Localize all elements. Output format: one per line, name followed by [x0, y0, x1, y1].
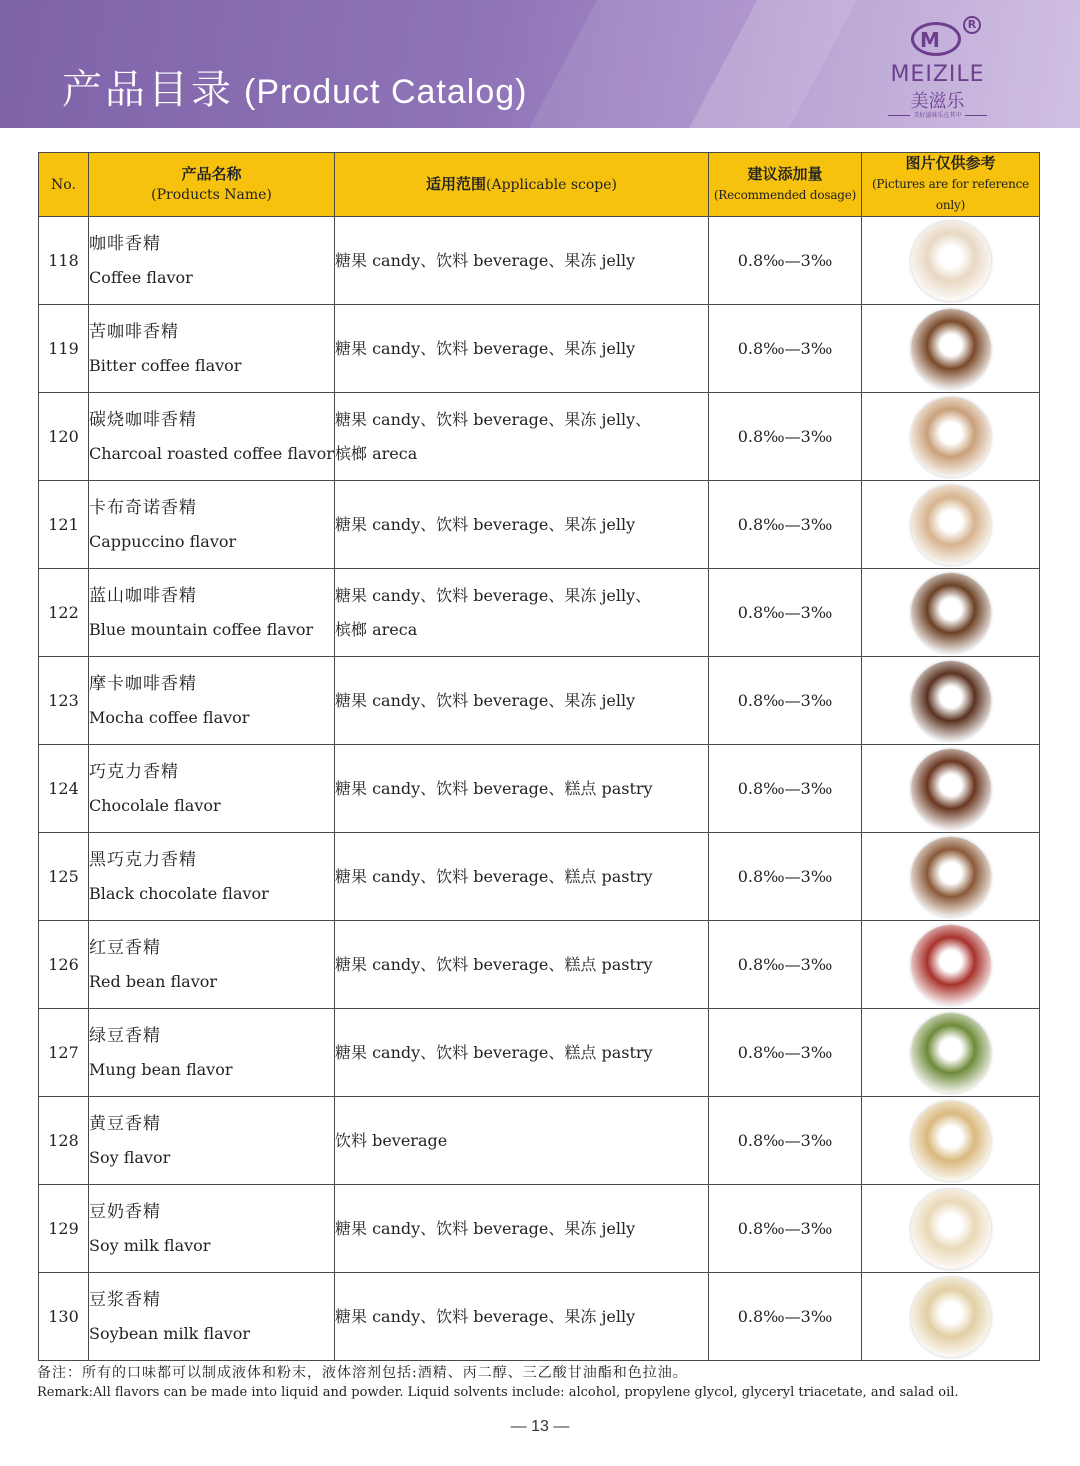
product-name-en: Red bean flavor — [89, 971, 218, 991]
product-name-zh: 卡布奇诺香精 — [89, 497, 197, 518]
product-name-en: Soy flavor — [89, 1147, 171, 1167]
header-applicable-scope: 适用范围(Applicable scope) — [335, 153, 709, 217]
reference-picture-cell — [862, 657, 1040, 745]
logo-tagline: 美好滋味乐在其中 — [875, 110, 1000, 119]
recommended-dosage: 0.8‰—3‰ — [709, 1097, 862, 1185]
applicable-scope — [335, 393, 709, 481]
product-name — [89, 1097, 335, 1185]
applicable-scope — [335, 1097, 709, 1185]
soybean-milk-image — [911, 1277, 991, 1357]
reference-picture-cell — [862, 217, 1040, 305]
page-title — [62, 58, 527, 115]
bitter-coffee-image — [911, 309, 991, 389]
table-row — [39, 305, 1040, 393]
mocha-image — [911, 661, 991, 741]
mung-bean-image — [911, 1013, 991, 1093]
reference-picture-cell — [862, 393, 1040, 481]
product-name-en: Cappuccino flavor — [89, 531, 237, 551]
soy-milk-image — [911, 1189, 991, 1269]
remark-en: Remark:All flavors can be made into liquid and powder. Liquid solvents include: alcohol, propylene glycol, glyceryl triacetate, and salad oil. — [37, 1385, 959, 1400]
reference-picture-cell — [862, 1185, 1040, 1273]
product-name-zh: 黑巧克力香精 — [89, 849, 197, 870]
applicable-scope — [335, 217, 709, 305]
logo-text-zh: 美滋乐 — [910, 91, 965, 112]
table-row — [39, 921, 1040, 1009]
recommended-dosage: 0.8‰—3‰ — [709, 481, 862, 569]
header-recommended-dosage: 建议添加量 (Recommended dosage) — [709, 153, 862, 217]
product-name-en: Chocolale flavor — [89, 795, 221, 815]
recommended-dosage: 0.8‰—3‰ — [709, 833, 862, 921]
product-number: 118 — [39, 217, 89, 305]
recommended-dosage: 0.8‰—3‰ — [709, 569, 862, 657]
reference-picture-cell — [862, 481, 1040, 569]
recommended-dosage: 0.8‰—3‰ — [709, 305, 862, 393]
product-number: 129 — [39, 1185, 89, 1273]
header-product-name: 产品名称 (Products Name) — [89, 153, 335, 217]
reference-picture-cell — [862, 921, 1040, 1009]
scope-line-2: 槟榔 areca — [335, 619, 418, 639]
recommended-dosage: 0.8‰—3‰ — [709, 921, 862, 1009]
page-title-zh: 产品目录 — [62, 67, 234, 113]
cappuccino-image — [911, 485, 991, 565]
logo-mark-icon: M — [911, 22, 961, 56]
product-name — [89, 921, 335, 1009]
product-name-en: Soybean milk flavor — [89, 1323, 250, 1343]
recommended-dosage: 0.8‰—3‰ — [709, 1185, 862, 1273]
table-row — [39, 1273, 1040, 1361]
applicable-scope — [335, 745, 709, 833]
product-name-zh: 黄豆香精 — [89, 1113, 161, 1134]
brand-logo — [875, 16, 1000, 122]
scope-line-1: 糖果 candy、饮料 beverage、果冻 jelly — [335, 338, 636, 358]
product-name — [89, 393, 335, 481]
product-number: 130 — [39, 1273, 89, 1361]
product-number: 121 — [39, 481, 89, 569]
product-name — [89, 1185, 335, 1273]
product-number: 119 — [39, 305, 89, 393]
scope-line-1: 糖果 candy、饮料 beverage、糕点 pastry — [335, 954, 653, 974]
product-name-zh: 蓝山咖啡香精 — [89, 585, 197, 606]
page-title-en: (Product Catalog) — [244, 73, 528, 111]
scope-line-1: 糖果 candy、饮料 beverage、糕点 pastry — [335, 866, 653, 886]
product-number: 120 — [39, 393, 89, 481]
coffee-cup-image — [911, 221, 991, 301]
scope-line-1: 糖果 candy、饮料 beverage、果冻 jelly、 — [335, 585, 652, 605]
product-name — [89, 569, 335, 657]
product-name-en: Charcoal roasted coffee flavor — [89, 443, 334, 463]
table-row — [39, 217, 1040, 305]
reference-picture-cell — [862, 1097, 1040, 1185]
registered-trademark-icon: R — [963, 16, 981, 34]
applicable-scope — [335, 305, 709, 393]
product-number: 126 — [39, 921, 89, 1009]
product-name-en: Soy milk flavor — [89, 1235, 211, 1255]
soybean-image — [911, 1101, 991, 1181]
product-name-en: Black chocolate flavor — [89, 883, 269, 903]
chocolate-bar-image — [911, 749, 991, 829]
table-row — [39, 1009, 1040, 1097]
product-number: 128 — [39, 1097, 89, 1185]
product-catalog-table — [38, 152, 1040, 1361]
reference-picture-cell — [862, 305, 1040, 393]
applicable-scope — [335, 1185, 709, 1273]
product-name-zh: 碳烧咖啡香精 — [89, 409, 197, 430]
product-number: 123 — [39, 657, 89, 745]
product-number: 122 — [39, 569, 89, 657]
recommended-dosage: 0.8‰—3‰ — [709, 393, 862, 481]
reference-picture-cell — [862, 569, 1040, 657]
table-row — [39, 833, 1040, 921]
applicable-scope — [335, 657, 709, 745]
applicable-scope — [335, 833, 709, 921]
scope-line-1: 糖果 candy、饮料 beverage、糕点 pastry — [335, 1042, 653, 1062]
scope-line-1: 糖果 candy、饮料 beverage、果冻 jelly — [335, 1218, 636, 1238]
product-name-en: Mocha coffee flavor — [89, 707, 250, 727]
product-number: 124 — [39, 745, 89, 833]
product-name — [89, 217, 335, 305]
product-name — [89, 745, 335, 833]
scope-line-2: 槟榔 areca — [335, 443, 418, 463]
logo-text-en: MEIZILE — [890, 62, 985, 87]
product-name — [89, 1009, 335, 1097]
product-name — [89, 305, 335, 393]
recommended-dosage: 0.8‰—3‰ — [709, 1009, 862, 1097]
remark-note — [37, 1364, 1047, 1402]
scope-line-1: 糖果 candy、饮料 beverage、果冻 jelly、 — [335, 409, 652, 429]
product-name-en: Blue mountain coffee flavor — [89, 619, 314, 639]
table-row — [39, 657, 1040, 745]
applicable-scope — [335, 569, 709, 657]
page-number: — 13 — — [510, 1418, 570, 1435]
product-name — [89, 657, 335, 745]
header-picture-reference: 图片仅供参考 (Pictures are for reference only) — [862, 153, 1040, 217]
reference-picture-cell — [862, 833, 1040, 921]
table-row — [39, 569, 1040, 657]
product-name-zh: 红豆香精 — [89, 937, 161, 958]
product-name-zh: 苦咖啡香精 — [89, 321, 179, 342]
recommended-dosage: 0.8‰—3‰ — [709, 745, 862, 833]
recommended-dosage: 0.8‰—3‰ — [709, 657, 862, 745]
header-no: No. — [39, 153, 89, 217]
product-number: 127 — [39, 1009, 89, 1097]
product-number: 125 — [39, 833, 89, 921]
scope-line-1: 饮料 beverage — [335, 1130, 448, 1150]
applicable-scope — [335, 921, 709, 1009]
table-row — [39, 745, 1040, 833]
recommended-dosage: 0.8‰—3‰ — [709, 217, 862, 305]
product-name-en: Bitter coffee flavor — [89, 355, 242, 375]
table-row — [39, 1097, 1040, 1185]
product-name-en: Mung bean flavor — [89, 1059, 233, 1079]
recommended-dosage: 0.8‰—3‰ — [709, 1273, 862, 1361]
scope-line-1: 糖果 candy、饮料 beverage、糕点 pastry — [335, 778, 653, 798]
scope-line-1: 糖果 candy、饮料 beverage、果冻 jelly — [335, 1306, 636, 1326]
table-row — [39, 393, 1040, 481]
product-name-zh: 绿豆香精 — [89, 1025, 161, 1046]
table-row — [39, 1185, 1040, 1273]
product-name — [89, 481, 335, 569]
table-header-row — [39, 153, 1040, 217]
coffee-beans-image — [911, 573, 991, 653]
reference-picture-cell — [862, 1273, 1040, 1361]
table-row — [39, 481, 1040, 569]
product-name — [89, 833, 335, 921]
applicable-scope — [335, 1009, 709, 1097]
scope-line-1: 糖果 candy、饮料 beverage、果冻 jelly — [335, 690, 636, 710]
latte-cup-image — [911, 397, 991, 477]
applicable-scope — [335, 481, 709, 569]
product-name — [89, 1273, 335, 1361]
red-bean-image — [911, 925, 991, 1005]
scope-line-1: 糖果 candy、饮料 beverage、果冻 jelly — [335, 514, 636, 534]
product-name-zh: 豆浆香精 — [89, 1289, 161, 1310]
dark-chocolate-image — [911, 837, 991, 917]
reference-picture-cell — [862, 745, 1040, 833]
applicable-scope — [335, 1273, 709, 1361]
product-name-zh: 摩卡咖啡香精 — [89, 673, 197, 694]
product-name-en: Coffee flavor — [89, 267, 193, 287]
product-name-zh: 巧克力香精 — [89, 761, 179, 782]
remark-zh: 备注：所有的口味都可以制成液体和粉末，液体溶剂包括:酒精、丙二醇、三乙酸甘油酯和色拉油。 — [37, 1365, 688, 1381]
reference-picture-cell — [862, 1009, 1040, 1097]
product-name-zh: 豆奶香精 — [89, 1201, 161, 1222]
scope-line-1: 糖果 candy、饮料 beverage、果冻 jelly — [335, 250, 636, 270]
product-name-zh: 咖啡香精 — [89, 233, 161, 254]
